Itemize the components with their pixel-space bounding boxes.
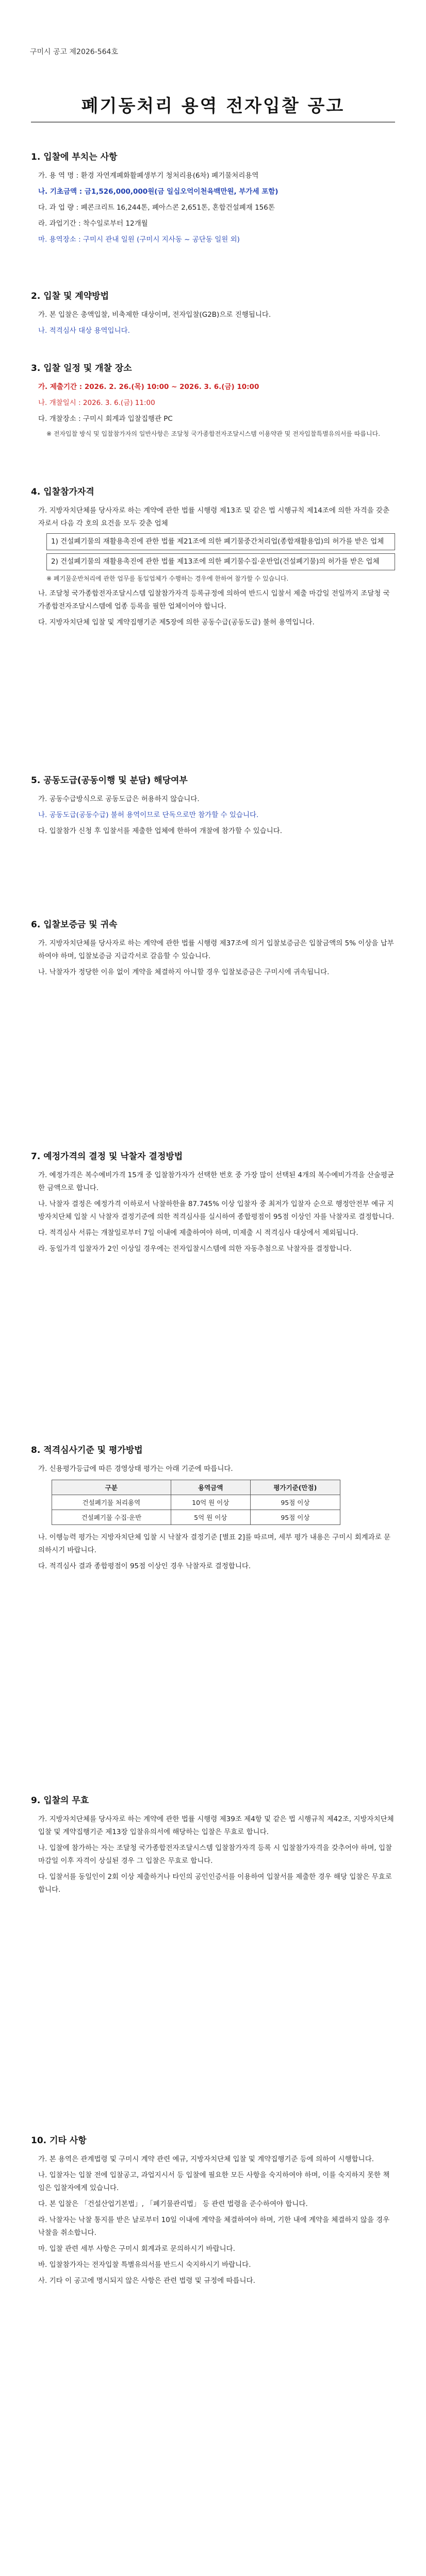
section-heading: 2. 입찰 및 계약방법 [31,291,109,301]
section-line: 가. 예정가격은 복수예비가격 15개 중 입찰참가자가 선택한 번호 중 가장 많이 선택된 4개의 복수예비가격을 산술평균한 금액으로 합니다. [38,1171,395,1192]
section-8 [31,1443,395,1576]
section-note: ※ 폐기물운반처리에 관한 업무를 동일업체가 수행하는 경우에 한하여 참가할 수 있습니다. [46,575,289,582]
table-header-row [52,1480,340,1495]
section-line: 가. 신용평가등급에 따른 경영상태 평가는 아래 기준에 따릅니다. [38,1465,233,1473]
table-header-cell: 구분 [52,1480,171,1495]
section-line: 다. 입찰서를 동일인이 2회 이상 제출하거나 타인의 공인인증서를 이용하여 입찰서를 제출한 경우 해당 입찰은 무효로 합니다. [38,1873,392,1894]
table-row [52,1495,340,1510]
table-cell: 95점 이상 [250,1510,340,1525]
title-divider [31,122,395,123]
table-cell: 10억 원 이상 [171,1495,250,1510]
section-line: 다. 입찰참가 신청 후 입찰서를 제출한 업체에 한하여 개찰에 참가할 수 있습니다. [38,827,283,835]
section-heading: 1. 입찰에 부치는 사항 [31,152,118,162]
section-line: 나. 개찰일시 : 2026. 3. 6.(금) 11:00 [38,399,155,407]
section-line: 나. 낙찰자 결정은 예정가격 이하로서 낙찰하한율 87.745% 이상 입찰자 중 최저가 입찰자 순으로 행정안전부 예규 지방자치단체 입찰 시 낙찰자 결정기준에 의한 적격심사를 실시하여 종합평점이 95점 이상인 자를 낙찰자로 결정합니다. [38,1200,395,1221]
section-line: 사. 기타 이 공고에 명시되지 않은 사항은 관련 법령 및 규정에 따릅니다. [38,2277,255,2285]
evaluation-table [52,1480,340,1525]
section-line: 가. 본 용역은 관계법령 및 구미시 계약 관련 예규, 지방자치단체 입찰 및 계약집행기준 등에 의하여 시행합니다. [38,2155,374,2163]
section-line: 가. 지방자치단체를 당사자로 하는 계약에 관한 법률 시행령 제37조에 의거 입찰보증금은 입찰금액의 5% 이상을 납부하여야 하며, 입찰보증금 지급각서로 갈음할 수 있습니다. [38,939,394,960]
section-line: 라. 동일가격 입찰자가 2인 이상일 경우에는 전자입찰시스템에 의한 자동추첨으로 낙찰자를 결정합니다. [38,1245,352,1253]
section-line: 1) 건설폐기물의 재활용촉진에 관한 법률 제21조에 의한 폐기물중간처리업(종합재활용업)의 허가를 받은 업체 [46,533,395,550]
section-10 [31,2133,395,2291]
section-line: 가. 제출기간 : 2026. 2. 26.(목) 10:00 ~ 2026. 3. 6.(금) 10:00 [38,383,259,391]
section-line: 다. 적격심사 서류는 개찰일로부터 7일 이내에 제출하여야 하며, 미제출 시 적격심사 대상에서 제외됩니다. [38,1229,358,1237]
section-line: 가. 본 입찰은 총액입찰, 비축제한 대상이며, 전자입찰(G2B)으로 진행됩니다. [38,311,271,319]
section-line: 나. 이행능력 평가는 지방자치단체 입찰 시 낙찰자 결정기준 [별표 2]를 따르며, 세부 평가 내용은 구미시 회계과로 문의하시기 바랍니다. [38,1533,391,1554]
section-line: 다. 과 업 량 : 폐콘크리트 16,244톤, 폐아스콘 2,651톤, 혼합건설폐재 156톤 [38,204,275,212]
section-6 [31,917,395,982]
section-heading: 4. 입찰참가자격 [31,487,94,497]
section-heading: 3. 입찰 일정 및 개찰 장소 [31,363,132,374]
section-line: 나. 기초금액 : 금1,526,000,000원(금 일십오억이천육백만원, 부가세 포함) [38,188,278,196]
section-line: 다. 개찰장소 : 구미시 회계과 입찰집행관 PC [38,415,173,423]
section-line: 나. 낙찰자가 정당한 이유 없이 계약을 체결하지 아니할 경우 입찰보증금은 구미시에 귀속됩니다. [38,968,330,976]
section-line: 나. 적격심사 대상 용역입니다. [38,327,130,335]
section-line: 다. 지방자치단체 입찰 및 계약집행기준 제5장에 의한 공동수급(공동도급) 불허 용역입니다. [38,618,315,626]
section-7 [31,1149,395,1259]
section-line: 마. 용역장소 : 구미시 관내 일원 (구미시 지사동 ~ 공단동 일원 외) [38,235,240,244]
section-line: 바. 입찰참가자는 전자입찰 특별유의서를 반드시 숙지하시기 바랍니다. [38,2261,251,2269]
table-cell: 건설폐기물 수집·운반 [52,1510,171,1525]
table-header-cell: 용역금액 [171,1480,250,1495]
section-note: ※ 전자입찰 방식 및 입찰참가자의 일반사항은 조달청 국가종합전자조달시스템 이용약관 및 전자입찰특별유의서를 따릅니다. [46,430,381,437]
section-line: 가. 용 역 명 : 환경 자연계폐화활폐생부기 청처리용(6차) 폐기물처리용역 [38,172,259,180]
notice-number: 구미시 공고 제2026-564호 [30,48,118,56]
section-line: 라. 낙찰자는 낙찰 통지를 받은 날로부터 10일 이내에 계약을 체결하여야 하며, 기한 내에 계약을 체결하지 않을 경우 낙찰을 취소합니다. [38,2216,390,2237]
section-line: 마. 입찰 관련 세부 사항은 구미시 회계과로 문의하시기 바랍니다. [38,2245,235,2253]
section-heading: 8. 적격심사기준 및 평가방법 [31,1445,143,1455]
section-line: 2) 건설폐기물의 재활용촉진에 관한 법률 제13조에 의한 폐기물수집·운반업(건설폐기물)의 허가를 받은 업체 [46,553,395,570]
section-heading: 9. 입찰의 무효 [31,1795,89,1806]
section-5 [31,773,395,841]
page-title: 폐기동처리 용역 전자입찰 공고 [81,96,345,116]
section-heading: 5. 공동도급(공동이행 및 분담) 해당여부 [31,775,188,786]
table-header-cell: 평가기준(만점) [250,1480,340,1495]
table-row [52,1510,340,1525]
section-1 [31,149,395,249]
section-line: 나. 입찰자는 입찰 전에 입찰공고, 과업지시서 등 입찰에 필요한 모든 사항을 숙지하여야 하며, 이를 숙지하지 못한 책임은 입찰자에게 있습니다. [38,2171,390,2192]
section-line: 라. 과업기간 : 착수일로부터 12개월 [38,219,148,228]
section-line: 나. 입찰에 참가하는 자는 조달청 국가종합전자조달시스템 입찰참가자격 등록 시 입찰참가자격을 갖추어야 하며, 입찰마감일 이후 자격이 상실된 경우 그 입찰은 무효로 합니다. [38,1844,392,1865]
section-2 [31,289,395,341]
section-heading: 6. 입찰보증금 및 귀속 [31,920,118,930]
section-line: 가. 지방자치단체를 당사자로 하는 계약에 관한 법률 시행령 제39조 제4항 및 같은 법 시행규칙 제42조, 지방자치단체 입찰 및 계약집행기준 제13장 입찰유의서에 해당하는 입찰은 무효로 합니다. [38,1815,394,1836]
section-line: 다. 적격심사 결과 종합평점이 95점 이상인 경우 낙찰자로 결정합니다. [38,1562,251,1570]
section-9 [31,1793,395,1900]
section-line: 다. 본 입찰은 「건설산업기본법」, 「폐기물관리법」 등 관련 법령을 준수하여야 합니다. [38,2200,308,2208]
section-line: 나. 공동도급(공동수급) 불허 용역이므로 단독으로만 참가할 수 있습니다. [38,811,259,819]
section-3 [31,361,395,443]
section-line: 가. 공동수급방식으로 공동도급은 허용하지 않습니다. [38,795,200,803]
section-4 [31,484,395,632]
section-heading: 10. 기타 사항 [31,2136,87,2146]
table-cell: 건설폐기물 처리용역 [52,1495,171,1510]
section-heading: 7. 예정가격의 결정 및 낙찰자 결정방법 [31,1151,183,1162]
section-line: 나. 조달청 국가종합전자조달시스템 입찰참가자격 등록규정에 의하여 반드시 입찰서 제출 마감일 전일까지 조달청 국가종합전자조달시스템에 업종 등록을 필한 업체이어야 합니다. [38,589,390,611]
table-cell: 95점 이상 [250,1495,340,1510]
table-cell: 5억 원 이상 [171,1510,250,1525]
section-line: 가. 지방자치단체를 당사자로 하는 계약에 관한 법률 시행령 제13조 및 같은 법 시행규칙 제14조에 의한 자격을 갖춘 자로서 다음 각 호의 요건을 모두 갖춘 업체 [38,506,390,528]
